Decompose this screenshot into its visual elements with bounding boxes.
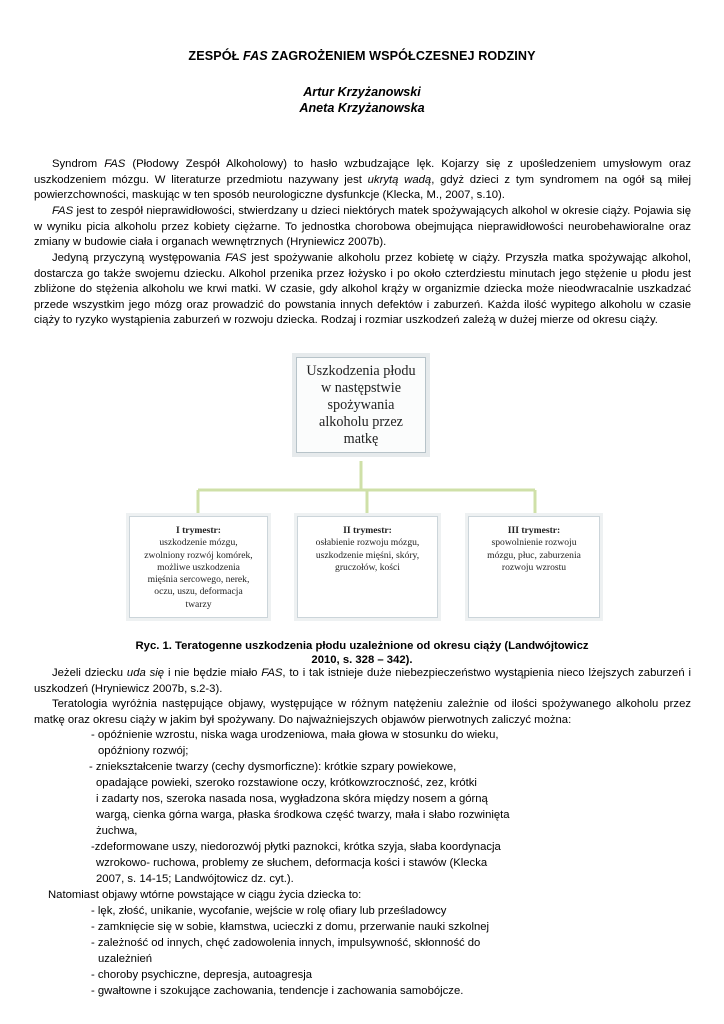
paragraph-4: Jeżeli dziecku uda się i nie będzie miało FAS, to i tak istnieje duże niebezpieczeństwo wystąpienia nieco lżejszych zaburzeń i uszkodzeń (Hryniewicz 2007b, s.2-3). — [34, 667, 691, 695]
list-item: - zniekształcenie twarzy (cechy dysmorficzne): krótkie szpary powiekowe, — [89, 761, 457, 773]
paragraph-2: FAS jest to zespół nieprawidłowości, stwierdzany u dzieci niektórych matek spożywających alkohol w okresie ciąży. Pojawia się w wyniku picia alkoholu przez kobiety ciężarne. To jednostka chorobowa obejmująca nieprawidłowości neurobehawioralne oraz zmiany w budowie ciała i organach wewnętrznych (Hryniewicz 2007b). — [34, 205, 691, 249]
list-item: wzrokowo- ruchowa, problemy ze słuchem, deformacja kości i stawów (Klecka — [96, 857, 488, 869]
list-item: opadające powieki, szeroko rozstawione oczy, krótkowzroczność, zez, krótki — [96, 777, 477, 789]
figure-caption-line-1: Ryc. 1. Teratogenne uszkodzenia płodu uzależnione od okresu ciąży (Landwójtowicz — [135, 640, 589, 652]
list-intro: Natomiast objawy wtórne powstające w ciągu życia dziecka to: — [48, 889, 362, 901]
trimester-3-box: III trymestr: spowolnienie rozwoju mózgu, płuc, zaburzenia rozwoju wzrostu — [465, 513, 603, 621]
list-item: - zamknięcie się w sobie, kłamstwa, ucieczki z domu, przerwanie nauki szkolnej — [91, 921, 490, 933]
paragraph-1: Syndrom FAS (Płodowy Zespół Alkoholowy) to hasło wzbudzające lęk. Kojarzy się z upośledzeniem umysłowym oraz uszkodzeniem mózgu. W literaturze przedmiotu nazywany jest ukrytą wadą, gdyż dzieci z tym syndromem na ogół są miłej powierzchowności, maskując w ten sposób neurologiczne dysfunkcje (Klecka, M., 2007, s.10). — [34, 158, 691, 202]
list-item: -zdeformowane uszy, niedorozwój płytki paznokci, krótka szyja, słaba koordynacja — [91, 841, 501, 853]
paragraph-3: Jedyną przyczyną występowania FAS jest spożywanie alkoholu przez kobietę w ciąży. Przyszła matka spożywając alkohol, dostarcza go także swojemu dziecku. Alkohol przenika przez łożysko i po około czterdziestu minutach jego stężenie u płodu jest zbliżone do stężenia alkoholu we krwi matki. W czasie, gdy alkohol krąży w organizmie dziecka może nieodwracalnie uszkadzać przede wszystkim jego mózg oraz prowadzić do powstania innych defektów i zaburzeń. Każda ilość wypitego alkoholu w czasie ciąży to ryzyko wystąpienia zaburzeń w rozwoju dziecka. Rodzaj i rozmiar uszkodzeń zależą w dużej mierze od okresu ciąży. — [34, 252, 691, 327]
diagram-root-box: Uszkodzenia płodu w następstwie spożywania alkoholu przez matkę — [292, 353, 430, 457]
list-item: - zależność od innych, chęć zadowolenia innych, impulsywność, skłonność do — [91, 937, 481, 949]
list-item: - opóźnienie wzrostu, niska waga urodzeniowa, mała głowa w stosunku do wieku, — [91, 729, 499, 741]
list-item: uzależnień — [98, 953, 153, 965]
paragraph-5: Teratologia wyróżnia następujące objawy, występujące w różnym natężeniu zależnie od ilości spożywanego alkoholu przez matkę oraz okresu ciąży w jakim był spożywany. Do najważniejszych objawów pierwotnych zaliczyć można: — [34, 698, 691, 726]
list-item: 2007, s. 14-15; Landwójtowicz dz. cyt.). — [96, 873, 294, 885]
list-item: żuchwa, — [96, 825, 138, 837]
list-item: i zadarty nos, szeroka nasada nosa, wygładzona skóra między nosem a górną — [96, 793, 488, 805]
paper-title: ZESPÓŁ FAS ZAGROŻENIEM WSPÓŁCZESNEJ RODZINY — [188, 49, 536, 63]
author-1: Artur Krzyżanowski — [303, 85, 421, 99]
author-2: Aneta Krzyżanowska — [299, 101, 425, 115]
list-item: - lęk, złość, unikanie, wycofanie, wejście w rolę ofiary lub prześladowcy — [91, 905, 447, 917]
list-item: wargą, cienka górna warga, płaska środkowa część twarzy, mała i słabo rozwinięta — [96, 809, 510, 821]
trimester-1-box: I trymestr: uszkodzenie mózgu, zwolniony rozwój komórek, możliwe uszkodzenia mięśnia sercowego, nerek, oczu, uszu, deformacja twarzy — [126, 513, 271, 621]
list-item: opóźniony rozwój; — [98, 745, 189, 757]
figure-caption-line-2: 2010, s. 328 – 342). — [311, 654, 413, 666]
list-item: - choroby psychiczne, depresja, autoagresja — [91, 969, 313, 981]
title-fas: FAS — [243, 49, 268, 63]
list-item: - gwałtowne i szokujące zachowania, tendencje i zachowania samobójcze. — [91, 985, 464, 997]
trimester-2-box: II trymestr: osłabienie rozwoju mózgu, uszkodzenie mięśni, skóry, gruczołów, kości — [294, 513, 441, 621]
